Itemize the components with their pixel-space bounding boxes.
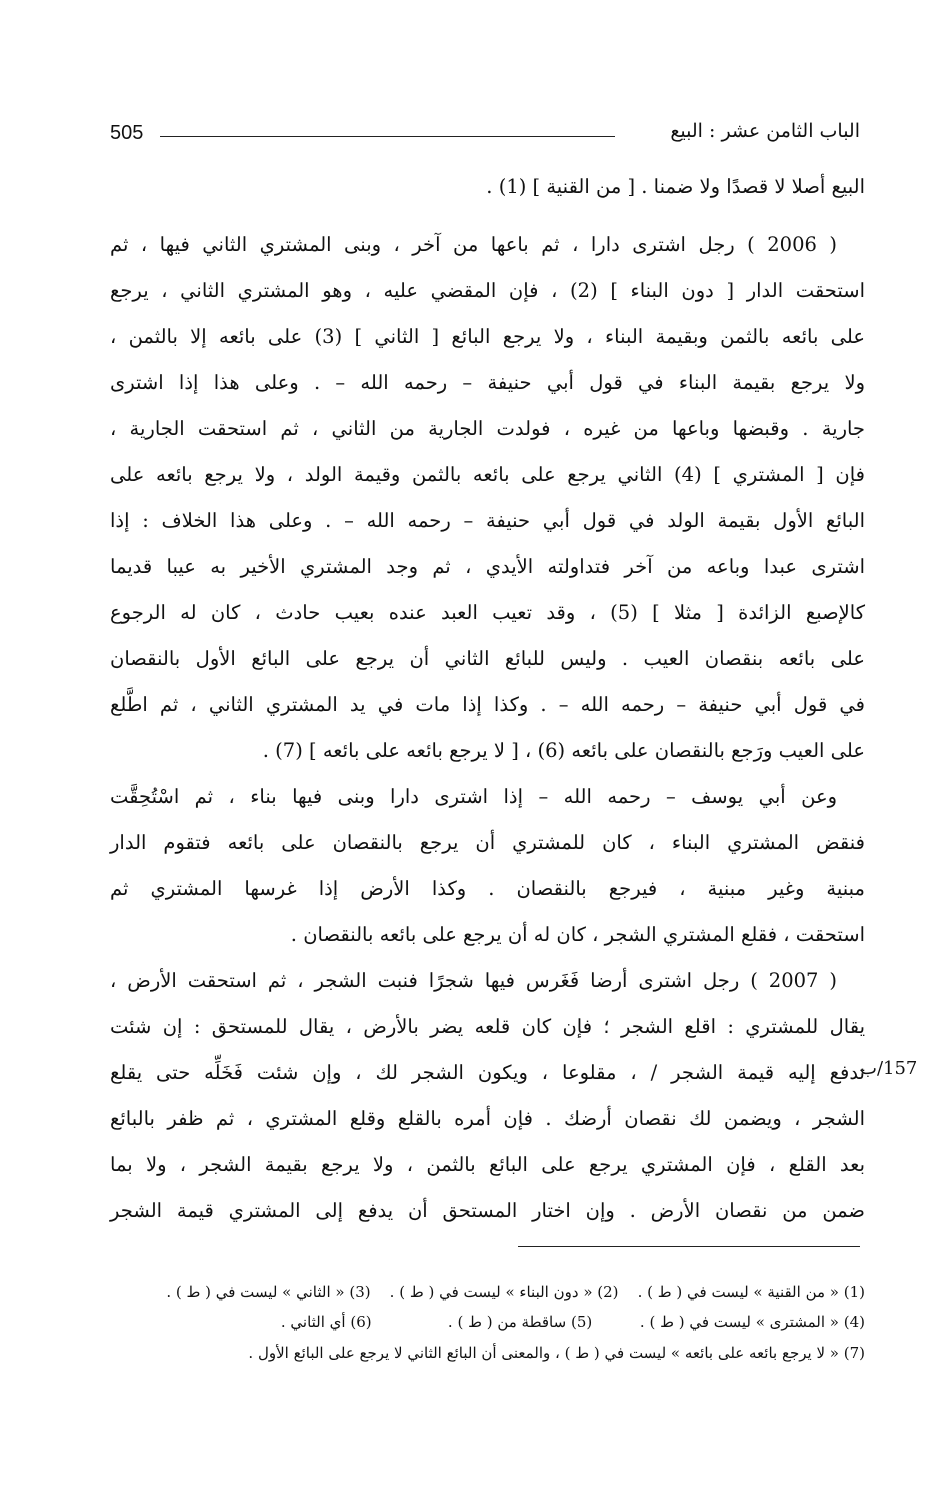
text-line: فنقض المشتري البناء ، كان للمشتري أن يرجع بالنقصان على بائعه فتقوم الدار (110, 831, 865, 854)
text-line: البائع الأول بقيمة الولد في قول أبي حنيفة – رحمه الله – . وعلى هذا الخلاف : إذا (110, 509, 865, 532)
footnote-separator (518, 1246, 860, 1247)
text-line: ولا يرجع بقيمة البناء في قول أبي حنيفة – رحمه الله – . وعلى هذا إذا اشترى (110, 371, 865, 394)
text-line: على العيب ورَجع بالنقصان على بائعه (6) ، [ لا يرجع بائعه على بائعه ] (7) . (262, 739, 865, 762)
header-rule (160, 136, 615, 137)
page-header (110, 120, 860, 150)
text-line: يقال للمشتري : اقلع الشجر ؛ فإن كان قلعه يضر بالأرض ، يقال للمستحق : إن شئت (110, 1015, 865, 1038)
footnote-line: (7) « لا يرجع بائعه على بائعه » ليست في ( ط ) ، والمعنى أن البائع الثاني لا يرجع على البائع الأول . (248, 1344, 865, 1362)
footnote-line: (4) « المشترى » ليست في ( ط ) . (5) ساقطة من ( ط ) . (6) أي الثاني . (280, 1313, 865, 1331)
text-line: البيع أصلا لا قصدًا ولا ضمنا . [ من القنية ] (1) . (486, 175, 865, 198)
text-line: فإن [ المشتري ] (4) الثاني يرجع على بائعه بالثمن وقيمة الولد ، ولا يرجع بائعه على (110, 463, 866, 486)
text-line: على بائعه بنقصان العيب . وليس للبائع الثاني أن يرجع على البائع الأول بالنقصان (110, 647, 865, 670)
text-line: اشترى عبدا وباعه من آخر فتداولته الأيدي ، ثم وجد المشتري الأخير به عيبا قديما (110, 555, 865, 578)
text-line: على بائعه بالثمن وبقيمة البناء ، ولا يرجع البائع [ الثاني ] (3) على بائعه إلا بالثمن ، (110, 325, 865, 348)
text-line: جارية . وقبضها وباعها من غيره ، فولدت الجارية من الثاني ، ثم استحقت الجارية ، (110, 417, 865, 440)
text-line: بعد القلع ، فإن المشتري يرجع على البائع بالثمن ، ولا يرجع بقيمة الشجر ، ولا بما (110, 1153, 865, 1176)
text-line: ضمن من نقصان الأرض . وإن اختار المستحق أن يدفع إلى المشتري قيمة الشجر (110, 1199, 865, 1222)
running-title: الباب الثامن عشر : البيع (670, 120, 860, 142)
footnote-line: (1) « من القنية » ليست في ( ط ) . (2) « دون البناء » ليست في ( ط ) . (3) « الثاني » ليست في ( ط ) . (166, 1283, 865, 1301)
text-line: ( 2006 ) رجل اشترى دارا ، ثم باعها من آخر ، وبنى المشتري الثاني فيها ، ثم (110, 233, 837, 256)
text-line: تدفع إليه قيمة الشجر / ، مقلوعا ، ويكون الشجر لك ، وإن شئت فَخَلِّه حتى يقلع (110, 1061, 865, 1084)
text-line: استحقت ، فقلع المشتري الشجر ، كان له أن يرجع على بائعه بالنقصان . (290, 923, 865, 946)
page-number: 505 (110, 122, 144, 144)
text-line: مبنية وغير مبنية ، فيرجع بالنقصان . وكذا الأرض إذا غرسها المشتري ثم (110, 877, 865, 900)
text-line: في قول أبي حنيفة – رحمه الله – . وكذا إذا مات في يد المشتري الثاني ، ثم اطَّلع (110, 693, 865, 716)
manuscript-folio-marker: 157/ب (860, 1058, 918, 1079)
text-line: كالإصبع الزائدة [ مثلا ] (5) ، وقد تعيب العبد عنده بعيب حادث ، كان له الرجوع (110, 601, 865, 624)
text-line: الشجر ، ويضمن لك نقصان أرضك . فإن أمره بالقلع وقلع المشتري ، ثم ظفر بالبائع (110, 1107, 865, 1130)
text-line: ( 2007 ) رجل اشترى أرضا فَغَرس فيها شجرًا فنبت الشجر ، ثم استحقت الأرض ، (110, 969, 837, 992)
text-line: وعن أبي يوسف – رحمه الله – إذا اشترى دارا وبنى فيها بناء ، ثم اسْتُحِقَّت (110, 785, 837, 808)
text-line: استحقت الدار [ دون البناء ] (2) ، فإن المقضي عليه ، وهو المشتري الثاني ، يرجع (110, 279, 866, 302)
